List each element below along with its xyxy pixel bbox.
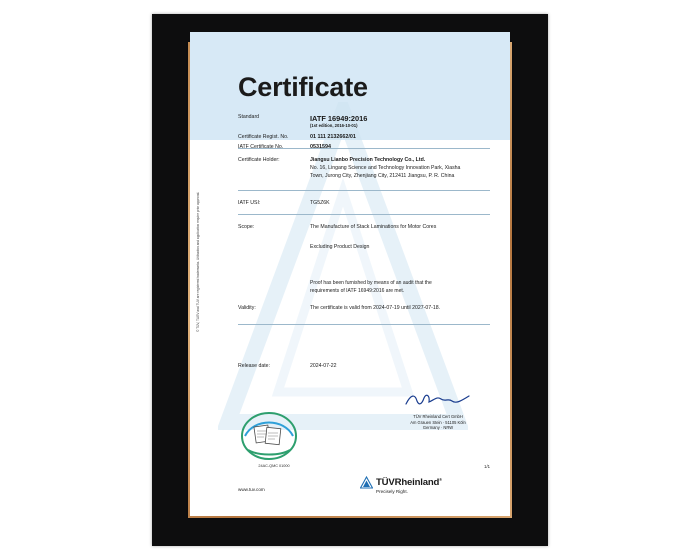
iatf-usi: [238, 199, 490, 207]
proof-line-1: Proof has been furnished by means of an audit that the: [310, 280, 432, 286]
holder-line-1: Jiangsu Lianbo Precision Technology Co., Ltd.: [310, 157, 426, 163]
signature-line-3: Germany · NRW: [422, 425, 454, 431]
validity-label: Validity:: [238, 305, 256, 311]
field-standard-value: [310, 114, 490, 129]
tuv-rheinland-logo: [360, 475, 490, 495]
scope-label: Scope:: [238, 224, 255, 230]
footer-logo-text: [376, 475, 442, 495]
release-date: [238, 362, 490, 370]
field-standard-edition: (1st edition, 2016-10-01): [310, 123, 358, 128]
signature-block: [386, 392, 490, 431]
validity-value: The certificate is valid from 2024-07-19 until 2027-07-18.: [310, 305, 441, 311]
field-registration-no: [238, 134, 490, 141]
footer-tagline: Precisely Right.: [376, 489, 408, 495]
certificate-holder-value: [310, 156, 490, 180]
page-number: 1/1: [484, 464, 490, 469]
footer-url: www.tuv.com: [238, 487, 265, 492]
field-registration-no-value: [310, 134, 490, 141]
page-title: Certificate: [238, 72, 368, 102]
signature-line-2: Am Grauen Stein · 51105 Köln: [410, 419, 466, 425]
divider-4: [238, 324, 490, 325]
certificate-document: [190, 32, 510, 500]
certificate-holder: [238, 156, 490, 180]
release-date-value: 2024-07-22: [310, 363, 337, 369]
field-standard-value-text: IATF 16949:2016: [310, 114, 368, 123]
certificate-holder-label: Certificate Holder:: [238, 157, 280, 163]
release-date-label: Release date:: [238, 363, 271, 369]
scope-value: [310, 223, 490, 251]
footer-brand: [376, 475, 442, 488]
proof-statement: [310, 280, 490, 295]
signature-icon: [403, 392, 473, 408]
divider-1: [238, 148, 490, 149]
signature-line-1: TÜV Rheinland Cert GmbH: [413, 414, 463, 419]
field-registration-no-label: Certificate Regist. No.: [238, 134, 289, 140]
iatf-usi-value: TG5Z6K: [310, 200, 330, 206]
iatf-usi-label: IATF USI:: [238, 200, 261, 206]
footer-brand-text: TÜVRheinland: [376, 477, 440, 489]
field-registration-no-text: 01 111 2132662/01: [310, 134, 356, 140]
holder-line-2: No. 16, Lingang Science and Technology Innovation Park, Xiasha: [310, 165, 461, 171]
proof-line-2: requirements of IATF 16949:2016 are met.: [310, 287, 405, 294]
certificate-content: [190, 32, 510, 500]
divider-3: [238, 214, 490, 215]
divider-2: [238, 190, 490, 191]
scope-line-2: Excluding Product Design: [310, 244, 370, 250]
field-standard: [238, 114, 490, 129]
certification-mark-icon: [240, 410, 298, 462]
scope: [238, 223, 490, 251]
field-standard-label: Standard: [238, 114, 260, 120]
tuv-triangle-icon: [360, 476, 373, 489]
holder-line-3: Town, Jurong City, Zhenjiang City, 212411 Jiangsu, P. R. China: [310, 173, 455, 179]
footer-brand-sup: ®: [439, 477, 442, 482]
side-legal-text: © TÜV, TUEV and TUV are registered trademarks. Utilisation and application require prior approval.: [196, 191, 200, 332]
validity: [238, 304, 490, 312]
mark-caption: 24AC-QMC 01000: [258, 464, 290, 468]
scope-line-1: The Manufacture of Stack Laminations for Motor Cores: [310, 224, 437, 230]
